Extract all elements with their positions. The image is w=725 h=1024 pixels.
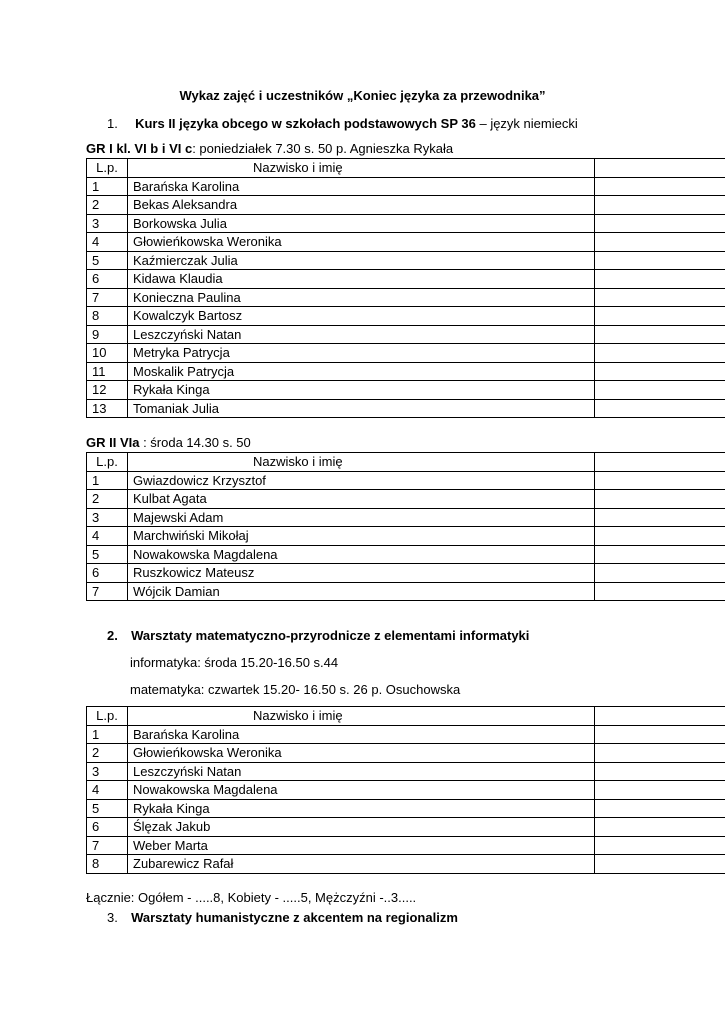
summary-totals: Łącznie: Ogółem - .....8, Kobiety - .....5, Mężczyźni -..3.....: [86, 890, 417, 905]
table-row: [87, 399, 725, 418]
row-number: 11: [87, 362, 128, 381]
empty-cell: [595, 214, 725, 233]
table-row: [87, 564, 725, 583]
group-2-table: [86, 452, 725, 601]
row-number: 2: [87, 490, 128, 509]
section-1-title: Kurs II języka obcego w szkołach podstawowych SP 36: [135, 116, 476, 131]
empty-cell: [595, 725, 725, 744]
participant-name: Ruszkowicz Mateusz: [128, 564, 595, 583]
empty-cell: [595, 744, 725, 763]
participant-name: Głowieńkowska Weronika: [128, 233, 595, 252]
column-header-lp: L.p.: [87, 453, 128, 472]
participant-name: Bekas Aleksandra: [128, 196, 595, 215]
table-row: [87, 582, 725, 601]
participant-name: Leszczyński Natan: [128, 325, 595, 344]
participant-name: Głowieńkowska Weronika: [128, 744, 595, 763]
table-row: [87, 325, 725, 344]
table-row: [87, 725, 725, 744]
table-row: [87, 855, 725, 874]
table-row: [87, 781, 725, 800]
empty-cell: [595, 527, 725, 546]
row-number: 1: [87, 177, 128, 196]
empty-cell: [595, 288, 725, 307]
column-header-name: Nazwisko i imię: [128, 159, 595, 178]
empty-cell: [595, 362, 725, 381]
table-row: [87, 471, 725, 490]
row-number: 3: [87, 762, 128, 781]
row-number: 13: [87, 399, 128, 418]
empty-cell: [595, 781, 725, 800]
empty-cell: [595, 545, 725, 564]
participant-name: Majewski Adam: [128, 508, 595, 527]
table-row: [87, 527, 725, 546]
row-number: 2: [87, 196, 128, 215]
column-header-empty: [595, 159, 725, 178]
table-row: [87, 545, 725, 564]
table-row: [87, 196, 725, 215]
section-1-heading: [107, 116, 578, 131]
section-2-number: 2.: [107, 628, 118, 643]
participant-name: Leszczyński Natan: [128, 762, 595, 781]
participant-name: Marchwiński Mikołaj: [128, 527, 595, 546]
document-title: Wykaz zajęć i uczestników „Koniec języka za przewodnika”: [179, 88, 546, 103]
row-number: 5: [87, 545, 128, 564]
row-number: 4: [87, 781, 128, 800]
table-row: [87, 362, 725, 381]
empty-cell: [595, 490, 725, 509]
group-1-schedule: : poniedziałek 7.30 s. 50 p. Agnieszka Rykała: [192, 141, 454, 156]
group-3-table: [86, 706, 725, 874]
participant-name: Nowakowska Magdalena: [128, 781, 595, 800]
empty-cell: [595, 762, 725, 781]
table-row: [87, 233, 725, 252]
empty-cell: [595, 381, 725, 400]
table-row: [87, 490, 725, 509]
row-number: 12: [87, 381, 128, 400]
participant-name: Moskalik Patrycja: [128, 362, 595, 381]
empty-cell: [595, 836, 725, 855]
section-3-title: Warsztaty humanistyczne z akcentem na regionalizm: [131, 910, 458, 925]
group-2-name: GR II VIa: [86, 435, 140, 450]
row-number: 6: [87, 564, 128, 583]
empty-cell: [595, 564, 725, 583]
participant-name: Zubarewicz Rafał: [128, 855, 595, 874]
participant-name: Weber Marta: [128, 836, 595, 855]
participant-name: Kidawa Klaudia: [128, 270, 595, 289]
column-header-lp: L.p.: [87, 707, 128, 726]
row-number: 8: [87, 307, 128, 326]
participant-name: Ślęzak Jakub: [128, 818, 595, 837]
group-2-label: [86, 435, 251, 450]
participant-name: Rykała Kinga: [128, 381, 595, 400]
row-number: 3: [87, 508, 128, 527]
table-header-row: [87, 453, 725, 472]
empty-cell: [595, 399, 725, 418]
empty-cell: [595, 855, 725, 874]
row-number: 7: [87, 582, 128, 601]
group-2-table-body: [87, 453, 725, 601]
section-2-heading: [107, 628, 529, 643]
row-number: 2: [87, 744, 128, 763]
empty-cell: [595, 270, 725, 289]
participant-name: Gwiazdowicz Krzysztof: [128, 471, 595, 490]
group-1-label: [86, 141, 453, 156]
participant-name: Barańska Karolina: [128, 177, 595, 196]
row-number: 1: [87, 471, 128, 490]
group-1-table: [86, 158, 725, 418]
row-number: 5: [87, 251, 128, 270]
row-number: 1: [87, 725, 128, 744]
empty-cell: [595, 251, 725, 270]
participant-name: Barańska Karolina: [128, 725, 595, 744]
empty-cell: [595, 177, 725, 196]
table-row: [87, 818, 725, 837]
table-row: [87, 762, 725, 781]
row-number: 6: [87, 818, 128, 837]
table-header-row: [87, 159, 725, 178]
row-number: 10: [87, 344, 128, 363]
table-row: [87, 381, 725, 400]
group-3-table-body: [87, 707, 725, 874]
participant-name: Kulbat Agata: [128, 490, 595, 509]
section-1-language: – język niemiecki: [475, 116, 578, 131]
participant-name: Kaźmierczak Julia: [128, 251, 595, 270]
empty-cell: [595, 344, 725, 363]
empty-cell: [595, 471, 725, 490]
row-number: 4: [87, 233, 128, 252]
table-row: [87, 288, 725, 307]
empty-cell: [595, 799, 725, 818]
empty-cell: [595, 233, 725, 252]
empty-cell: [595, 325, 725, 344]
column-header-name: Nazwisko i imię: [128, 707, 595, 726]
empty-cell: [595, 818, 725, 837]
group-1-name: GR I kl. VI b i VI c: [86, 141, 193, 156]
participant-name: Konieczna Paulina: [128, 288, 595, 307]
empty-cell: [595, 582, 725, 601]
section-2-informatics: informatyka: środa 15.20-16.50 s.44: [130, 655, 339, 670]
empty-cell: [595, 508, 725, 527]
table-row: [87, 177, 725, 196]
participant-name: Wójcik Damian: [128, 582, 595, 601]
section-2-title: Warsztaty matematyczno-przyrodnicze z elementami informatyki: [131, 628, 530, 643]
column-header-empty: [595, 707, 725, 726]
row-number: 7: [87, 836, 128, 855]
group-2-schedule: : środa 14.30 s. 50: [139, 435, 251, 450]
participant-name: Borkowska Julia: [128, 214, 595, 233]
table-row: [87, 307, 725, 326]
empty-cell: [595, 307, 725, 326]
table-row: [87, 270, 725, 289]
section-3-heading: [107, 910, 458, 925]
row-number: 8: [87, 855, 128, 874]
row-number: 3: [87, 214, 128, 233]
section-1-number: 1.: [107, 116, 118, 131]
row-number: 5: [87, 799, 128, 818]
participant-name: Metryka Patrycja: [128, 344, 595, 363]
table-row: [87, 214, 725, 233]
table-row: [87, 744, 725, 763]
empty-cell: [595, 196, 725, 215]
section-3-number: 3.: [107, 910, 118, 925]
table-row: [87, 508, 725, 527]
row-number: 4: [87, 527, 128, 546]
table-header-row: [87, 707, 725, 726]
table-row: [87, 836, 725, 855]
row-number: 9: [87, 325, 128, 344]
participant-name: Rykała Kinga: [128, 799, 595, 818]
section-2-mathematics: matematyka: czwartek 15.20- 16.50 s. 26 p. Osuchowska: [130, 682, 461, 697]
row-number: 6: [87, 270, 128, 289]
column-header-lp: L.p.: [87, 159, 128, 178]
table-row: [87, 344, 725, 363]
participant-name: Nowakowska Magdalena: [128, 545, 595, 564]
table-row: [87, 251, 725, 270]
column-header-empty: [595, 453, 725, 472]
participant-name: Tomaniak Julia: [128, 399, 595, 418]
participant-name: Kowalczyk Bartosz: [128, 307, 595, 326]
table-row: [87, 799, 725, 818]
row-number: 7: [87, 288, 128, 307]
group-1-table-body: [87, 159, 725, 418]
column-header-name: Nazwisko i imię: [128, 453, 595, 472]
